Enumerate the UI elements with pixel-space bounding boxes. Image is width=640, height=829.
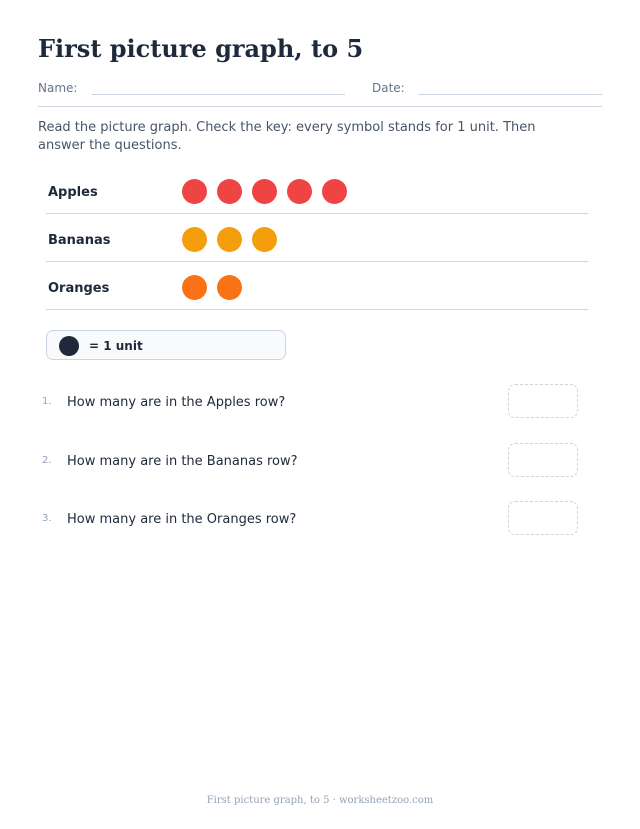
name-field[interactable] <box>92 94 345 95</box>
graph-key <box>46 330 286 360</box>
key-symbol-icon <box>59 336 79 356</box>
question-number: 2. <box>42 454 52 466</box>
question-text: How many are in the Oranges row? <box>67 512 297 527</box>
fruit-symbol-icon <box>182 275 207 300</box>
question-item <box>38 384 602 443</box>
symbol-group <box>182 227 277 253</box>
instructions: Read the picture graph. Check the key: every symbol stands for 1 unit. Then answer the questions. <box>38 120 536 153</box>
worksheet-page <box>38 0 602 829</box>
answer-box[interactable] <box>508 384 578 418</box>
question-text: How many are in the Bananas row? <box>67 453 298 469</box>
fruit-symbol-icon <box>322 179 347 204</box>
question-list <box>38 384 602 560</box>
fruit-symbol-icon <box>252 227 277 252</box>
graph-row-oranges <box>46 262 588 310</box>
fruit-symbol-icon <box>182 227 207 252</box>
name-date-header <box>38 78 602 108</box>
question-item <box>38 501 602 560</box>
picture-graph <box>46 166 588 310</box>
symbol-group <box>182 275 242 301</box>
fruit-symbol-icon <box>287 179 312 204</box>
graph-row-apples <box>46 166 588 214</box>
row-label: Apples <box>48 185 98 200</box>
fruit-symbol-icon <box>182 179 207 204</box>
question-number: 3. <box>42 513 52 524</box>
date-field[interactable] <box>418 94 602 95</box>
fruit-symbol-icon <box>252 179 277 204</box>
name-label: Name: <box>38 81 78 95</box>
question-item <box>38 443 602 502</box>
symbol-group <box>182 179 347 205</box>
question-text: How many are in the Apples row? <box>67 395 286 410</box>
page-title: First picture graph, to 5 <box>38 34 364 63</box>
question-number: 1. <box>42 396 52 407</box>
date-label: Date: <box>372 81 405 95</box>
row-label: Bananas <box>48 233 111 248</box>
fruit-symbol-icon <box>217 179 242 204</box>
header-divider <box>38 106 602 107</box>
fruit-symbol-icon <box>217 227 242 252</box>
row-label: Oranges <box>48 281 110 296</box>
page-footer: First picture graph, to 5 · worksheetzoo.com <box>206 795 434 806</box>
key-text: = 1 unit <box>89 339 143 353</box>
answer-box[interactable] <box>508 501 578 535</box>
graph-row-bananas <box>46 214 588 262</box>
fruit-symbol-icon <box>217 275 242 300</box>
answer-box[interactable] <box>508 443 578 477</box>
